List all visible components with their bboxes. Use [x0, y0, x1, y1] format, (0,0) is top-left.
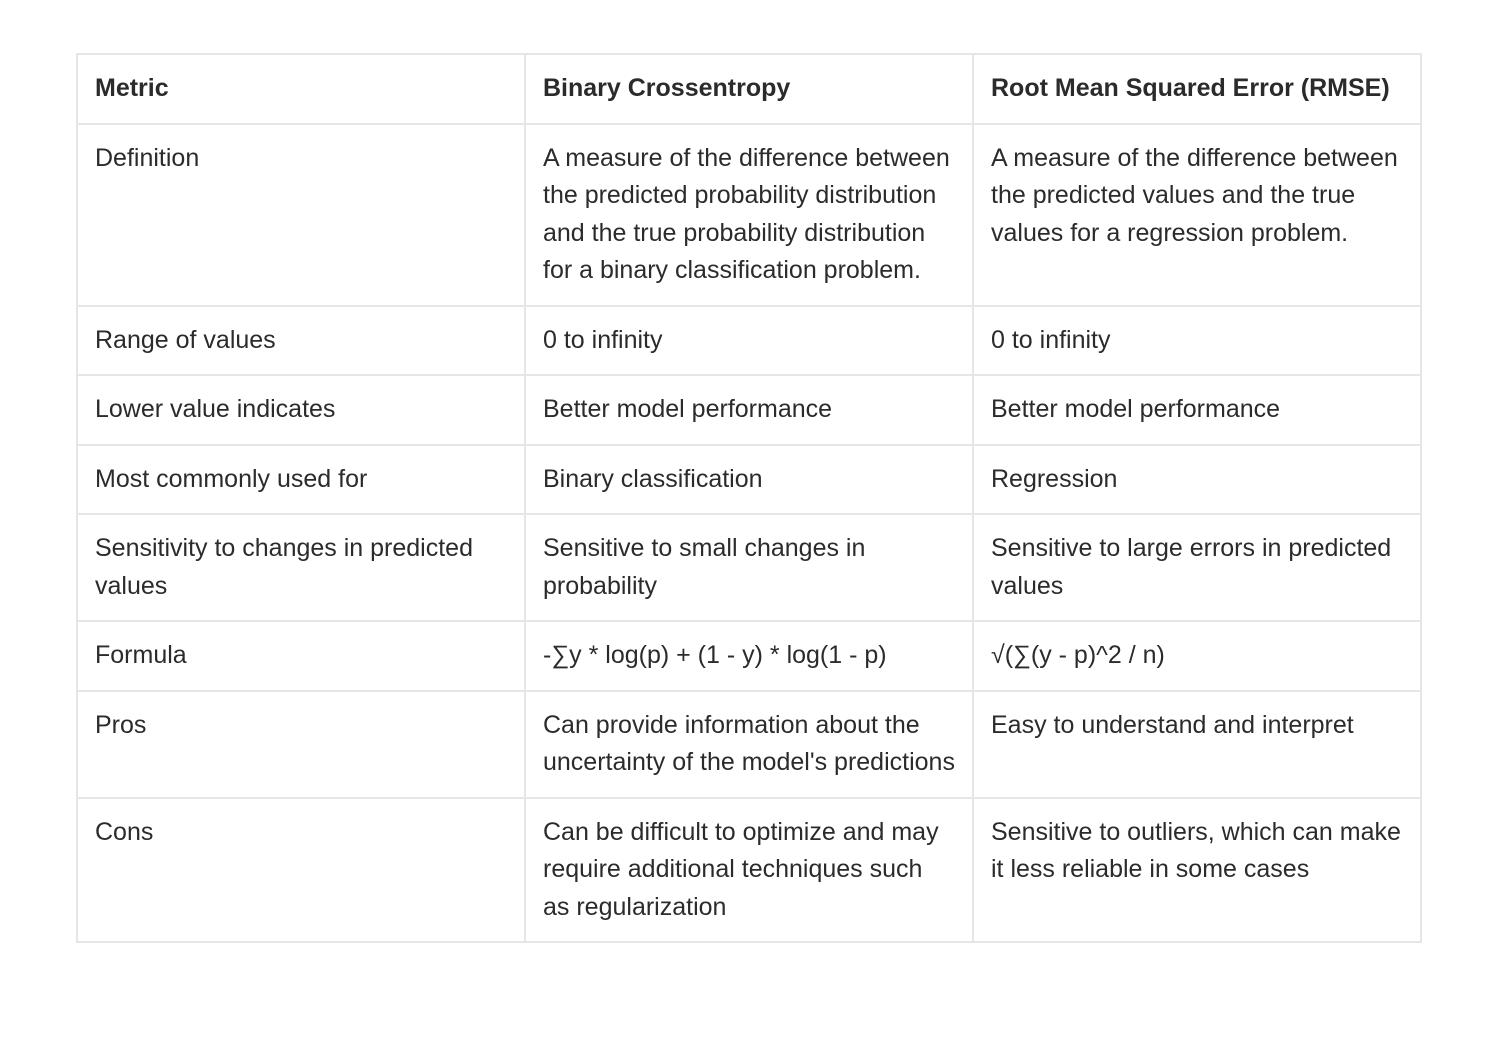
- table-cell: Can be difficult to optimize and may require additional techniques such as regularization: [525, 798, 973, 943]
- table-cell: Better model performance: [525, 375, 973, 445]
- table-cell: √(∑(y - p)^2 / n): [973, 621, 1421, 691]
- row-label-range: Range of values: [77, 306, 525, 376]
- table-cell: -∑y * log(p) + (1 - y) * log(1 - p): [525, 621, 973, 691]
- table-cell: 0 to infinity: [973, 306, 1421, 376]
- row-label-lower-value: Lower value indicates: [77, 375, 525, 445]
- row-label-formula: Formula: [77, 621, 525, 691]
- header-rmse: Root Mean Squared Error (RMSE): [973, 54, 1421, 124]
- table-row: [77, 798, 1421, 943]
- table-cell: Sensitive to outliers, which can make it less reliable in some cases: [973, 798, 1421, 943]
- header-binary-crossentropy: Binary Crossentropy: [525, 54, 973, 124]
- table-row: [77, 306, 1421, 376]
- row-label-sensitivity: Sensitivity to changes in predicted values: [77, 514, 525, 621]
- table-row: [77, 124, 1421, 306]
- table-cell: A measure of the difference between the predicted probability distribution and the true probability distribution for a binary classification problem.: [525, 124, 973, 306]
- table-cell: Easy to understand and interpret: [973, 691, 1421, 798]
- table-row: [77, 445, 1421, 515]
- table-cell: Regression: [973, 445, 1421, 515]
- row-label-definition: Definition: [77, 124, 525, 306]
- comparison-table: [76, 53, 1422, 943]
- row-label-cons: Cons: [77, 798, 525, 943]
- table-row: [77, 691, 1421, 798]
- table-cell: 0 to infinity: [525, 306, 973, 376]
- table-cell: Binary classification: [525, 445, 973, 515]
- table-cell: A measure of the difference between the predicted values and the true values for a regression problem.: [973, 124, 1421, 306]
- row-label-pros: Pros: [77, 691, 525, 798]
- table-cell: Sensitive to small changes in probability: [525, 514, 973, 621]
- header-metric: Metric: [77, 54, 525, 124]
- row-label-commonly-used: Most commonly used for: [77, 445, 525, 515]
- table-row: [77, 621, 1421, 691]
- table-cell: Better model performance: [973, 375, 1421, 445]
- table-header-row: [77, 54, 1421, 124]
- table-row: [77, 514, 1421, 621]
- table-cell: Sensitive to large errors in predicted values: [973, 514, 1421, 621]
- table-row: [77, 375, 1421, 445]
- table-cell: Can provide information about the uncertainty of the model's predictions: [525, 691, 973, 798]
- comparison-table-container: [76, 53, 1420, 943]
